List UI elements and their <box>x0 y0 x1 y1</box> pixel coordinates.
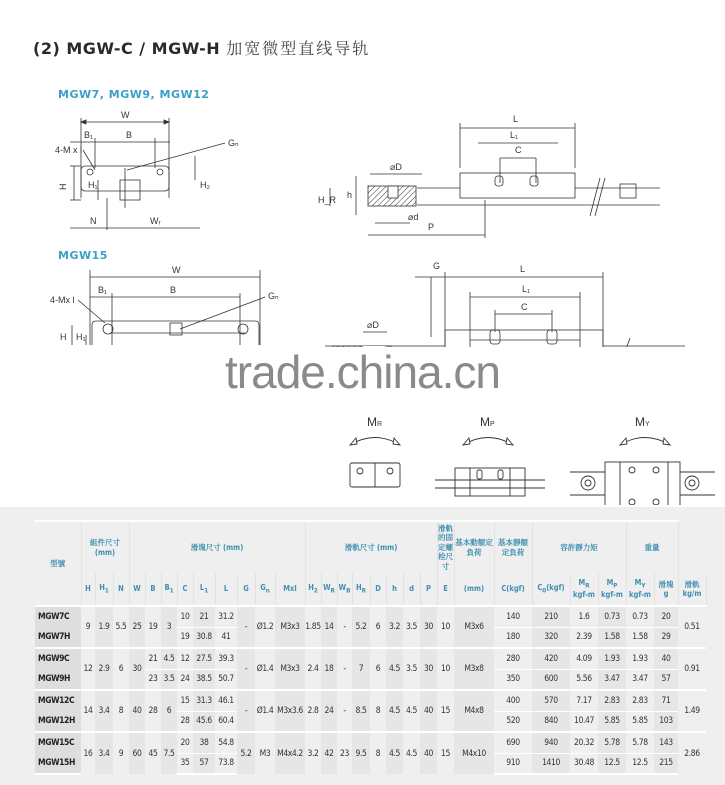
front-view-drawing-large <box>50 265 300 345</box>
svg-text:N: N <box>90 216 97 226</box>
cell-g: - <box>237 690 255 732</box>
cell-rail_weight: 2.86 <box>678 732 706 774</box>
cell-g: - <box>237 606 255 648</box>
cell-mr: 30.48 <box>570 753 598 774</box>
col-C-kgf: C(kgf) <box>494 573 532 606</box>
col-C0-kgf: $C_0(kgf)$ <box>532 573 570 606</box>
cell-cdyn: 280 <box>494 648 532 669</box>
cell-mxl: M4x4.2 <box>275 732 305 774</box>
svg-text:MR: MR <box>367 415 383 429</box>
cell-rail_weight: 0.51 <box>678 606 706 648</box>
svg-text:C: C <box>521 302 528 312</box>
col-HR: $H_R$ <box>352 573 370 606</box>
cell-c: 24 <box>177 669 193 690</box>
side-view-drawing-small <box>300 108 725 238</box>
model-cell: MGW12C <box>35 690 81 711</box>
cell-mxl: M3x3 <box>275 648 305 690</box>
cell-e: 15 <box>437 690 454 732</box>
cell-rail_weight: 0.91 <box>678 648 706 690</box>
svg-text:B: B <box>170 285 177 295</box>
cell-block_weight: 215 <box>654 753 678 774</box>
col-E: E <box>437 573 454 606</box>
cell-mxl: M3x3 <box>275 606 305 648</box>
cell-my: 5.85 <box>626 711 654 732</box>
table-row <box>35 648 706 669</box>
col-MY: $M_Y$ kgf-m <box>626 573 654 606</box>
cell-l: 73.8 <box>215 753 237 774</box>
cell-d: 3.5 <box>403 606 420 648</box>
cell-g: - <box>237 648 255 690</box>
watermark-text: trade.china.cn <box>225 346 500 398</box>
cell-wb: - <box>337 648 352 690</box>
svg-text:Wᵣ: Wᵣ <box>150 216 161 226</box>
cell-l1: 27.5 <box>193 648 215 669</box>
cell-h1: 1.9 <box>95 606 113 648</box>
spec-table-panel <box>0 507 725 785</box>
cell-wr: 14 <box>321 606 337 648</box>
cell-mp: 12.5 <box>598 753 626 774</box>
front-view-drawing-small <box>50 108 280 233</box>
col-MR: $M_R$ kgf-m <box>570 573 598 606</box>
svg-text:L: L <box>520 264 526 274</box>
moment-diagrams <box>330 410 725 505</box>
model-cell: MGW15C <box>35 732 81 753</box>
section-label-small: MGW7, MGW9, MGW12 <box>58 88 210 101</box>
cell-hr: 7 <box>352 648 370 690</box>
cell-p: 40 <box>420 732 437 774</box>
spec-table <box>35 520 707 775</box>
col-H1: $H_1$ <box>95 573 113 606</box>
cell-c0: 940 <box>532 732 570 753</box>
header-bolt: 滑軌的固定螺栓尺寸 <box>437 521 454 573</box>
cell-mxl: M3x3.6 <box>275 690 305 732</box>
cell-c: 28 <box>177 711 193 732</box>
cell-block_weight: 29 <box>654 627 678 648</box>
cell-gn: Ø1.2 <box>255 606 275 648</box>
cell-e: 10 <box>437 606 454 648</box>
col-block-weight: 滑塊 g <box>654 573 678 606</box>
table-row <box>35 606 706 627</box>
col-d: d <box>403 573 420 606</box>
cell-h: 4.5 <box>386 732 403 774</box>
cell-mr: 10.47 <box>570 711 598 732</box>
cell-b: 45 <box>145 732 161 774</box>
cell-c: 20 <box>177 732 193 753</box>
cell-h2: 1.85 <box>305 606 321 648</box>
page-title <box>33 36 370 59</box>
svg-text:4-M x l: 4-M x l <box>55 145 82 155</box>
cell-h2: 2.4 <box>305 648 321 690</box>
cell-bolt: M4x10 <box>454 732 494 774</box>
cell-h1: 3.4 <box>95 690 113 732</box>
svg-text:B₁: B₁ <box>98 285 108 295</box>
cell-l: 50.7 <box>215 669 237 690</box>
cell-my: 1.93 <box>626 648 654 669</box>
cell-block_weight: 143 <box>654 732 678 753</box>
header-rail: 滑軌尺寸 (mm) <box>305 521 437 573</box>
col-B1: $B_1$ <box>161 573 177 606</box>
model-cell: MGW15H <box>35 753 81 774</box>
cell-gn: Ø1.4 <box>255 648 275 690</box>
cell-mr: 4.09 <box>570 648 598 669</box>
cell-block_weight: 20 <box>654 606 678 627</box>
cell-b1: 3.5 <box>161 669 177 690</box>
cell-my: 12.5 <box>626 753 654 774</box>
col-bolt-unit: (mm) <box>454 573 494 606</box>
cell-my: 1.58 <box>626 627 654 648</box>
cell-mp: 3.47 <box>598 669 626 690</box>
header-assembly: 組件尺寸 (mm) <box>81 521 129 573</box>
cell-wr: 24 <box>321 690 337 732</box>
cell-d: 3.5 <box>403 648 420 690</box>
svg-text:⌀D: ⌀D <box>367 320 379 330</box>
cell-n: 5.5 <box>113 606 129 648</box>
cell-h: 12 <box>81 648 95 690</box>
cell-my: 2.83 <box>626 690 654 711</box>
model-cell: MGW9H <box>35 669 81 690</box>
spec-table-body <box>35 606 706 774</box>
col-Gn: $G_n$ <box>255 573 275 606</box>
cell-h: 16 <box>81 732 95 774</box>
cell-p: 40 <box>420 690 437 732</box>
cell-n: 8 <box>113 690 129 732</box>
cell-gn: M3 <box>255 732 275 774</box>
model-cell: MGW12H <box>35 711 81 732</box>
section-label-large: MGW15 <box>58 249 108 262</box>
col-rail-weight: 滑軌 kg/m <box>678 573 706 606</box>
svg-text:Gₙ: Gₙ <box>268 291 279 301</box>
cell-b: 21 <box>145 648 161 669</box>
cell-cdyn: 400 <box>494 690 532 711</box>
cell-c: 35 <box>177 753 193 774</box>
cell-w: 25 <box>129 606 145 648</box>
cell-mr: 20.32 <box>570 732 598 753</box>
cell-wr: 42 <box>321 732 337 774</box>
cell-d: 6 <box>370 606 386 648</box>
cell-c0: 420 <box>532 648 570 669</box>
cell-l1: 31.3 <box>193 690 215 711</box>
svg-text:MP: MP <box>480 415 495 429</box>
svg-text:W: W <box>172 265 181 275</box>
cell-mr: 5.56 <box>570 669 598 690</box>
header-moment: 容許靜力矩 <box>532 521 626 573</box>
cell-mp: 0.73 <box>598 606 626 627</box>
cell-b1: 3 <box>161 606 177 648</box>
cell-wb: 23 <box>337 732 352 774</box>
cell-mr: 7.17 <box>570 690 598 711</box>
cell-my: 5.78 <box>626 732 654 753</box>
cell-block_weight: 103 <box>654 711 678 732</box>
side-view-drawing-large <box>285 252 725 347</box>
cell-cdyn: 180 <box>494 627 532 648</box>
svg-text:B: B <box>126 130 133 140</box>
cell-n: 9 <box>113 732 129 774</box>
cell-h1: 3.4 <box>95 732 113 774</box>
cell-n: 6 <box>113 648 129 690</box>
col-H2: $H_2$ <box>305 573 321 606</box>
cell-cdyn: 140 <box>494 606 532 627</box>
cell-c0: 570 <box>532 690 570 711</box>
col-WR: $W_R$ <box>321 573 337 606</box>
cell-c: 10 <box>177 606 193 627</box>
cell-hr: 8.5 <box>352 690 370 732</box>
svg-text:MY: MY <box>635 415 650 429</box>
cell-c0: 840 <box>532 711 570 732</box>
cell-b: 28 <box>145 690 161 732</box>
cell-bolt: M4x8 <box>454 690 494 732</box>
cell-l1: 21 <box>193 606 215 627</box>
cell-mp: 1.93 <box>598 648 626 669</box>
cell-cdyn: 350 <box>494 669 532 690</box>
svg-text:C: C <box>515 145 522 155</box>
cell-hr: 9.5 <box>352 732 370 774</box>
cell-block_weight: 40 <box>654 648 678 669</box>
svg-text:H: H <box>58 183 68 190</box>
cell-mp: 2.83 <box>598 690 626 711</box>
col-P: P <box>420 573 437 606</box>
svg-text:⌀d: ⌀d <box>408 212 419 222</box>
col-L1: $L_1$ <box>193 573 215 606</box>
cell-c0: 210 <box>532 606 570 627</box>
model-cell: MGW7C <box>35 606 81 627</box>
svg-text:H₁: H₁ <box>88 180 98 190</box>
cell-block_weight: 71 <box>654 690 678 711</box>
cell-b: 19 <box>145 606 161 648</box>
svg-text:L: L <box>513 114 519 124</box>
cell-l: 46.1 <box>215 690 237 711</box>
cell-c0: 600 <box>532 669 570 690</box>
cell-h: 4.5 <box>386 690 403 732</box>
col-MP: $M_P$ kgf-m <box>598 573 626 606</box>
cell-h: 9 <box>81 606 95 648</box>
header-model: 型號 <box>35 521 81 606</box>
svg-text:W: W <box>121 110 130 120</box>
cell-mr: 2.39 <box>570 627 598 648</box>
cell-l: 60.4 <box>215 711 237 732</box>
cell-h: 4.5 <box>386 648 403 690</box>
svg-text:H_R: H_R <box>318 195 337 205</box>
col-G: G <box>237 573 255 606</box>
cell-l1: 45.6 <box>193 711 215 732</box>
svg-text:h: h <box>347 190 353 200</box>
cell-w: 60 <box>129 732 145 774</box>
col-H: H <box>81 573 95 606</box>
cell-b1: 6 <box>161 690 177 732</box>
cell-my: 3.47 <box>626 669 654 690</box>
svg-text:H₂: H₂ <box>200 180 210 190</box>
cell-bolt: M3x8 <box>454 648 494 690</box>
svg-text:L₁: L₁ <box>510 130 519 140</box>
table-row <box>35 690 706 711</box>
title-model: (2) MGW-C / MGW-H <box>33 39 221 58</box>
cell-b1: 7.5 <box>161 732 177 774</box>
svg-text:⌀D: ⌀D <box>390 162 402 172</box>
svg-text:4-Mx l: 4-Mx l <box>50 295 75 305</box>
cell-l1: 30.8 <box>193 627 215 648</box>
cell-l: 41 <box>215 627 237 648</box>
cell-c: 12 <box>177 648 193 669</box>
svg-text:P: P <box>428 222 435 232</box>
col-Mxl: Mxl <box>275 573 305 606</box>
cell-c: 15 <box>177 690 193 711</box>
cell-h: 3.2 <box>386 606 403 648</box>
cell-mp: 5.85 <box>598 711 626 732</box>
cell-mr: 1.6 <box>570 606 598 627</box>
svg-text:G: G <box>433 261 441 271</box>
header-dynamic-load: 基本動額定負荷 <box>454 521 494 573</box>
cell-d: 4.5 <box>403 732 420 774</box>
svg-text:B₁: B₁ <box>84 130 94 140</box>
cell-p: 30 <box>420 648 437 690</box>
cell-wb: - <box>337 606 352 648</box>
table-row <box>35 732 706 753</box>
header-static-load: 基本靜額定負荷 <box>494 521 532 573</box>
col-D: D <box>370 573 386 606</box>
header-block: 滑塊尺寸 (mm) <box>129 521 305 573</box>
col-W: W <box>129 573 145 606</box>
cell-l1: 38 <box>193 732 215 753</box>
title-chinese: 加宽微型直线导轨 <box>226 39 371 58</box>
cell-w: 30 <box>129 648 145 690</box>
model-cell: MGW9C <box>35 648 81 669</box>
cell-h1: 2.9 <box>95 648 113 690</box>
cell-c0: 320 <box>532 627 570 648</box>
svg-text:Gₙ: Gₙ <box>228 138 239 148</box>
cell-h2: 2.8 <box>305 690 321 732</box>
col-WB: $W_B$ <box>337 573 352 606</box>
cell-p: 30 <box>420 606 437 648</box>
cell-c0: 1410 <box>532 753 570 774</box>
cell-w: 40 <box>129 690 145 732</box>
cell-wr: 18 <box>321 648 337 690</box>
cell-wb: - <box>337 690 352 732</box>
cell-e: 10 <box>437 648 454 690</box>
cell-my: 0.73 <box>626 606 654 627</box>
col-L: L <box>215 573 237 606</box>
cell-rail_weight: 1.49 <box>678 690 706 732</box>
col-h: h <box>386 573 403 606</box>
cell-cdyn: 690 <box>494 732 532 753</box>
cell-d: 8 <box>370 690 386 732</box>
model-cell: MGW7H <box>35 627 81 648</box>
cell-e: 15 <box>437 732 454 774</box>
cell-l: 54.8 <box>215 732 237 753</box>
cell-d: 8 <box>370 732 386 774</box>
cell-gn: Ø1.4 <box>255 690 275 732</box>
cell-c: 19 <box>177 627 193 648</box>
cell-b: 23 <box>145 669 161 690</box>
cell-d: 6 <box>370 648 386 690</box>
cell-b1: 4.5 <box>161 648 177 669</box>
col-B: B <box>145 573 161 606</box>
cell-h: 14 <box>81 690 95 732</box>
cell-g: 5.2 <box>237 732 255 774</box>
svg-text:L₁: L₁ <box>522 284 531 294</box>
cell-h2: 3.2 <box>305 732 321 774</box>
cell-bolt: M3x6 <box>454 606 494 648</box>
svg-text:H₁: H₁ <box>76 332 86 342</box>
col-N: N <box>113 573 129 606</box>
cell-cdyn: 520 <box>494 711 532 732</box>
cell-l1: 38.5 <box>193 669 215 690</box>
cell-hr: 5.2 <box>352 606 370 648</box>
cell-d: 4.5 <box>403 690 420 732</box>
svg-text:H: H <box>60 332 67 342</box>
cell-cdyn: 910 <box>494 753 532 774</box>
header-weight: 重量 <box>626 521 678 573</box>
cell-mp: 5.78 <box>598 732 626 753</box>
cell-l1: 57 <box>193 753 215 774</box>
cell-block_weight: 57 <box>654 669 678 690</box>
cell-l: 31.2 <box>215 606 237 627</box>
cell-l: 39.3 <box>215 648 237 669</box>
col-C: C <box>177 573 193 606</box>
cell-mp: 1.58 <box>598 627 626 648</box>
